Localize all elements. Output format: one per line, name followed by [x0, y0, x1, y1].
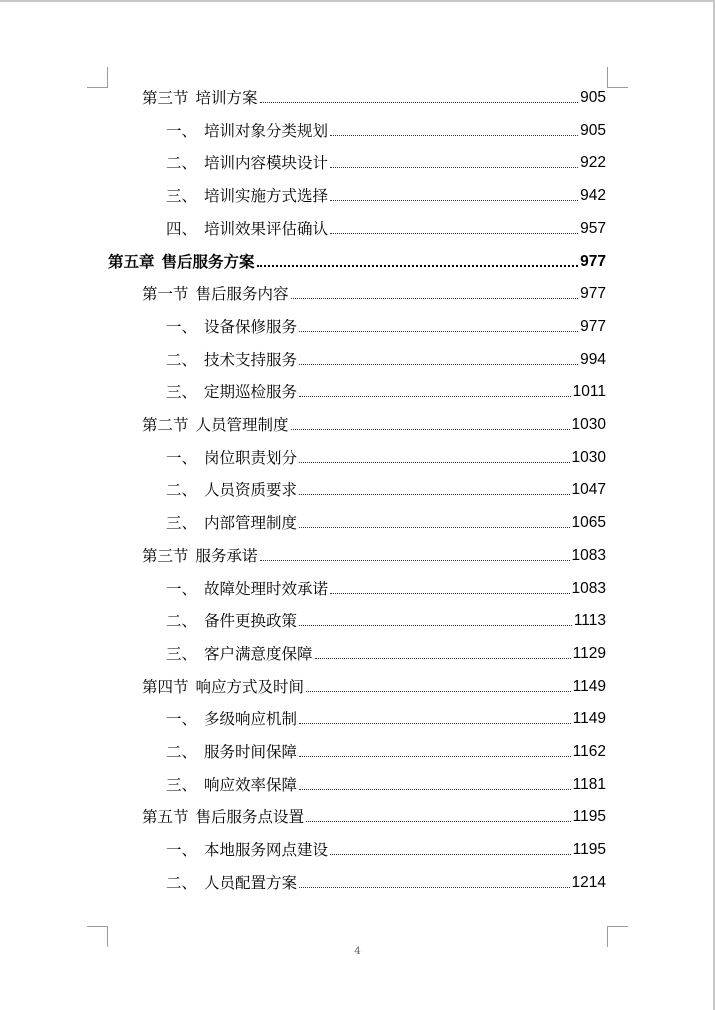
- toc-entry-section[interactable]: [142, 81, 606, 107]
- toc-entry-number: 二、: [166, 743, 198, 761]
- toc-entry-number: 一、: [166, 317, 198, 336]
- crop-mark-top-right: [607, 67, 628, 88]
- toc-entry-title: 本地服务网点建设: [204, 841, 329, 860]
- toc-entry-title: 备件更换政策: [204, 612, 298, 631]
- toc-entry-title: 售后服务方案: [161, 252, 255, 271]
- toc-entry-number: 第三节: [142, 546, 189, 565]
- toc-entry-title: 技术支持服务: [204, 350, 298, 369]
- toc-entry-item[interactable]: [166, 833, 606, 859]
- toc-entry-item[interactable]: [166, 146, 606, 172]
- toc-entry-item[interactable]: [166, 212, 606, 238]
- toc-entry-number: 第五章: [108, 252, 155, 271]
- toc-entry-page: 957: [580, 219, 606, 237]
- toc-entry-number: 二、: [166, 481, 198, 500]
- toc-entry-page: 905: [580, 121, 606, 139]
- toc-entry-title: 人员资质要求: [204, 481, 298, 500]
- toc-entry-number: 三、: [166, 775, 198, 794]
- crop-mark-bottom-right: [607, 926, 628, 947]
- toc-entry-title: 定期巡检服务: [204, 383, 298, 402]
- toc-entry-number: 第三节: [142, 89, 189, 107]
- toc-entry-number: 二、: [166, 154, 198, 173]
- toc-entry-title: 响应效率保障: [204, 775, 298, 794]
- toc-dot-leader: [330, 854, 571, 855]
- toc-entry-page: 977: [580, 285, 606, 303]
- toc-entry-section[interactable]: [142, 539, 606, 565]
- toc-entry-chapter[interactable]: [108, 245, 606, 271]
- crop-mark-bottom-left: [87, 926, 108, 947]
- toc-entry-page: 905: [580, 89, 606, 106]
- toc-entry-item[interactable]: [166, 637, 606, 663]
- toc-dot-leader: [306, 821, 571, 822]
- toc-dot-leader: [299, 331, 578, 332]
- toc-entry-page: 1083: [571, 546, 606, 564]
- toc-entry-page: 977: [580, 252, 606, 270]
- toc-entry-title: 多级响应机制: [204, 710, 298, 729]
- toc-entry-item[interactable]: [166, 604, 606, 630]
- toc-entry-number: 三、: [166, 383, 198, 402]
- toc-entry-item[interactable]: [166, 702, 606, 728]
- toc-entry-number: 三、: [166, 187, 198, 206]
- toc-entry-section[interactable]: [142, 800, 606, 826]
- toc-entry-title: 设备保修服务: [204, 317, 298, 336]
- toc-entry-page: 977: [580, 317, 606, 335]
- toc-entry-page: 1149: [572, 677, 606, 695]
- toc-entry-item[interactable]: [166, 343, 606, 369]
- toc-entry-item[interactable]: [166, 572, 606, 598]
- toc-entry-item[interactable]: [166, 506, 606, 532]
- toc-dot-leader: [330, 135, 578, 136]
- toc-entry-title: 培训方案: [195, 89, 258, 107]
- toc-entry-title: 内部管理制度: [204, 514, 298, 533]
- toc-dot-leader: [299, 462, 569, 463]
- toc-entry-item[interactable]: [166, 310, 606, 336]
- toc-entry-page: 1065: [571, 514, 606, 532]
- toc-entry-page: 1011: [572, 383, 606, 401]
- toc-dot-leader: [299, 756, 571, 757]
- toc-entry-number: 一、: [166, 710, 198, 729]
- toc-entry-title: 售后服务点设置: [195, 808, 305, 827]
- page-number: 4: [354, 946, 361, 957]
- toc-entry-number: 第二节: [142, 416, 189, 434]
- toc-dot-leader: [299, 364, 578, 365]
- toc-entry-title: 培训实施方式选择: [204, 187, 329, 206]
- crop-mark-top-left: [87, 67, 108, 88]
- toc-entry-number: 二、: [166, 350, 198, 369]
- toc-dot-leader: [299, 625, 572, 626]
- toc-entry-title: 客户满意度保障: [204, 644, 313, 663]
- toc-entry-section[interactable]: [142, 408, 606, 434]
- toc-entry-number: 第一节: [142, 285, 189, 304]
- toc-dot-leader: [291, 429, 570, 430]
- toc-entry-number: 四、: [166, 219, 198, 238]
- toc-entry-page: 1083: [571, 579, 606, 597]
- toc-dot-leader: [330, 167, 578, 168]
- toc-entry-section[interactable]: [142, 670, 606, 696]
- toc-entry-item[interactable]: [166, 866, 606, 892]
- toc-entry-page: 922: [580, 154, 606, 172]
- toc-entry-title: 培训对象分类规划: [204, 121, 329, 140]
- toc-entry-number: 二、: [166, 612, 198, 631]
- toc-dot-leader: [257, 265, 579, 267]
- toc-dot-leader: [299, 494, 569, 495]
- toc-entry-page: 1181: [572, 775, 606, 793]
- toc-entry-number: 一、: [166, 579, 198, 598]
- toc-entry-item[interactable]: [166, 375, 606, 401]
- toc-entry-number: 第四节: [142, 677, 189, 696]
- toc-entry-page: 1047: [571, 481, 606, 499]
- toc-entry-page: 1162: [572, 743, 606, 760]
- toc-dot-leader: [260, 560, 570, 561]
- toc-entry-item[interactable]: [166, 179, 606, 205]
- toc-dot-leader: [299, 527, 569, 528]
- toc-entry-number: 一、: [166, 448, 198, 467]
- toc-entry-page: 942: [580, 187, 606, 205]
- toc-entry-number: 三、: [166, 514, 198, 533]
- toc-entry-title: 售后服务内容: [195, 285, 289, 304]
- toc-entry-page: 1214: [571, 873, 606, 891]
- toc-entry-page: 1113: [573, 612, 606, 630]
- toc-entry-item[interactable]: [166, 114, 606, 140]
- toc-entry-page: 1195: [572, 841, 606, 859]
- toc-dot-leader: [291, 298, 579, 299]
- toc-entry-page: 1129: [572, 644, 606, 662]
- toc-entry-title: 培训内容模块设计: [204, 154, 329, 173]
- toc-entry-title: 服务承诺: [195, 546, 258, 565]
- toc-entry-page: 1030: [571, 416, 606, 433]
- toc-dot-leader: [330, 200, 578, 201]
- toc-entry-page: 1195: [572, 808, 606, 826]
- toc-entry-title: 岗位职责划分: [204, 448, 298, 467]
- toc-entry-number: 一、: [166, 121, 198, 140]
- toc-entry-item[interactable]: [166, 768, 606, 794]
- toc-dot-leader: [299, 723, 571, 724]
- toc-entry-title: 人员配置方案: [204, 873, 298, 892]
- toc-entry-number: 二、: [166, 873, 198, 892]
- toc-entry-page: 1149: [572, 710, 606, 728]
- toc-dot-leader: [260, 102, 579, 103]
- toc-entry-item[interactable]: [166, 441, 606, 467]
- toc-entry-page: 1030: [571, 448, 606, 466]
- toc-entry-title: 故障处理时效承诺: [204, 579, 329, 598]
- toc-entry-section[interactable]: [142, 277, 606, 303]
- toc-entry-item[interactable]: [166, 473, 606, 499]
- toc-dot-leader: [299, 789, 571, 790]
- toc-entry-title: 培训效果评估确认: [204, 219, 329, 238]
- toc-entry-item[interactable]: [166, 735, 606, 761]
- toc-dot-leader: [306, 691, 571, 692]
- toc-entry-number: 三、: [166, 644, 198, 663]
- toc-entry-page: 994: [580, 350, 606, 368]
- toc-entry-title: 响应方式及时间: [195, 677, 305, 696]
- toc-entry-title: 人员管理制度: [195, 416, 289, 434]
- toc-dot-leader: [299, 887, 569, 888]
- toc-dot-leader: [330, 593, 569, 594]
- toc-dot-leader: [299, 396, 571, 397]
- page-edge-top: [0, 0, 715, 2]
- toc-entry-title: 服务时间保障: [204, 743, 298, 761]
- toc-entry-number: 第五节: [142, 808, 189, 827]
- toc-entry-number: 一、: [166, 841, 198, 860]
- toc-dot-leader: [330, 233, 578, 234]
- toc-dot-leader: [315, 658, 571, 659]
